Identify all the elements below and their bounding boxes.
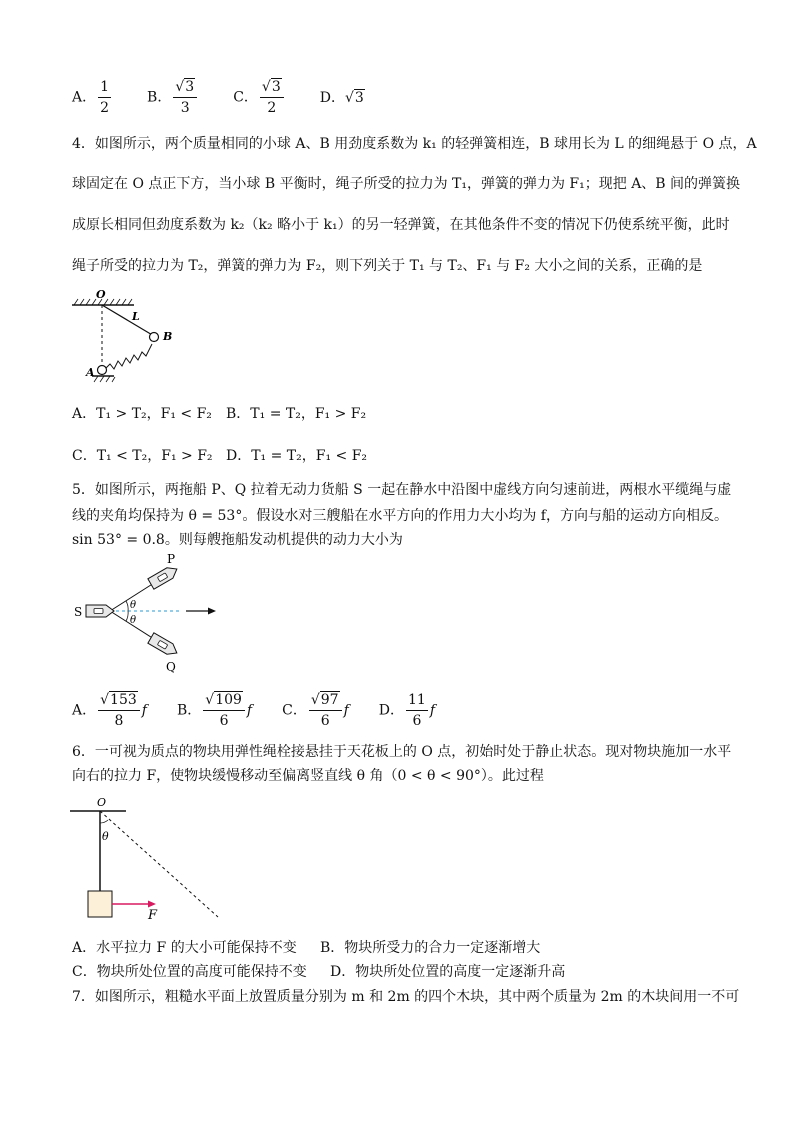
q3-c-den: 2 bbox=[267, 99, 277, 116]
q3-options bbox=[72, 74, 399, 120]
q4-line-2: 球固定在 O 点正下方，当小球 B 平衡时，绳子所受的拉力为 T₁，弹簧的弹力为 F₁；现把 A、B 间的弹簧换 bbox=[72, 176, 741, 192]
q4-option-a: A．T₁ > T₂，F₁ < F₂ bbox=[72, 406, 212, 422]
q4-figure bbox=[68, 286, 188, 386]
q4-option-b: B．T₁ = T₂，F₁ > F₂ bbox=[226, 406, 367, 422]
q3-a-num: 1 bbox=[98, 77, 111, 98]
q5-option-d: D． $\frac{11}{6}$ f bbox=[378, 691, 436, 729]
q5-b-den: 6 bbox=[219, 712, 229, 729]
q6-option-d: D．物块所处位置的高度一定逐渐升高 bbox=[330, 964, 566, 980]
q5-theta-lower: θ bbox=[130, 615, 137, 626]
q4-line-3: 成原长相同但劲度系数为 k₂（k₂ 略小于 k₁）的另一轻弹簧，在其他条件不变的情况下仍使系统平衡，此时 bbox=[72, 217, 730, 233]
q5-d-den: 6 bbox=[412, 712, 422, 729]
q5-line-2: 线的夹角均保持为 θ = 53°。假设水对三艘船在水平方向的作用力大小均为 f，方向与船的运动方向相反。 bbox=[72, 508, 728, 524]
q4-label-l: L bbox=[132, 310, 140, 323]
q5-line-1: 5．如图所示，两拖船 P、Q 拉着无动力货船 S 一起在静水中沿图中虚线方向匀速前进，两根水平缆绳与虚 bbox=[72, 482, 732, 498]
q5-figure bbox=[68, 553, 228, 675]
q4-option-c: C．T₁ < T₂，F₁ > F₂ bbox=[72, 448, 213, 464]
q3-option-a: A． $\frac{1}{2}$ bbox=[72, 78, 110, 116]
q5-label-p: P bbox=[167, 553, 176, 566]
q6-line-2: 向右的拉力 F，使物块缓慢移动至偏离竖直线 θ 角（0 < θ < 90°）。此过程 bbox=[72, 768, 544, 784]
q6-option-c: C．物块所处位置的高度可能保持不变 bbox=[72, 964, 307, 980]
q5-label-q: Q bbox=[166, 660, 176, 674]
q5-c-num: 97 bbox=[320, 691, 339, 708]
q4-option-d: D．T₁ = T₂，F₁ < F₂ bbox=[226, 448, 368, 464]
q3-option-c: C． $\frac{√3}{2}$ bbox=[233, 77, 286, 118]
q5-c-den: 6 bbox=[320, 712, 330, 729]
q6-label-f: F bbox=[148, 908, 158, 923]
q6-label-o: O bbox=[97, 796, 107, 809]
q6-option-a: A．水平拉力 F 的大小可能保持不变 bbox=[72, 940, 297, 956]
q5-line-3: sin 53° = 0.8。则每艘拖船发动机提供的动力大小为 bbox=[72, 532, 403, 548]
q3-c-num: 3 bbox=[271, 78, 281, 95]
q4-line-4: 绳子所受的拉力为 T₂，弹簧的弹力为 F₂，则下列关于 T₁ 与 T₂、F₁ 与 F₂ 大小之间的关系，正确的是 bbox=[72, 258, 703, 274]
q3-b-num: 3 bbox=[185, 78, 195, 95]
q5-options bbox=[72, 687, 469, 733]
q5-option-c: C． $\frac{√97}{6}$ f bbox=[282, 691, 349, 729]
q5-theta-upper: θ bbox=[130, 600, 137, 611]
q6-figure bbox=[68, 793, 228, 923]
q5-option-a: A． $\frac{√153}{8}$ f bbox=[72, 691, 147, 729]
q5-a-den: 8 bbox=[114, 712, 124, 729]
q5-label-s: S bbox=[74, 605, 83, 619]
q5-a-num: 153 bbox=[110, 691, 137, 708]
q4-label-b: B bbox=[163, 330, 173, 343]
q5-d-num: 11 bbox=[406, 690, 428, 711]
q5-option-b: B． $\frac{√109}{6}$ f bbox=[176, 691, 253, 729]
q7-line-1: 7．如图所示，粗糙水平面上放置质量分别为 m 和 2m 的四个木块，其中两个质量为 2m 的木块间用一不可 bbox=[72, 989, 740, 1005]
q3-option-b: B． $\frac{√3}{3}$ bbox=[147, 77, 199, 118]
q4-line-1: 4．如图所示，两个质量相同的小球 A、B 用劲度系数为 k₁ 的轻弹簧相连，B 球用长为 L 的细绳悬于 O 点，A bbox=[72, 136, 757, 152]
q3-d-root: 3 bbox=[354, 90, 364, 106]
q5-b-num: 109 bbox=[215, 691, 242, 708]
q6-label-theta: θ bbox=[102, 830, 109, 843]
q3-b-den: 3 bbox=[180, 99, 190, 116]
q3-option-d: D．√3 bbox=[319, 90, 364, 106]
q3-a-den: 2 bbox=[100, 99, 110, 116]
q6-line-1: 6．一可视为质点的物块用弹性绳栓接悬挂于天花板上的 O 点，初始时处于静止状态。现对物块施加一水平 bbox=[72, 744, 732, 760]
q4-label-o: O bbox=[96, 288, 106, 301]
q6-option-b: B．物块所受力的合力一定逐渐增大 bbox=[320, 940, 541, 956]
q4-label-a: A bbox=[86, 366, 95, 379]
